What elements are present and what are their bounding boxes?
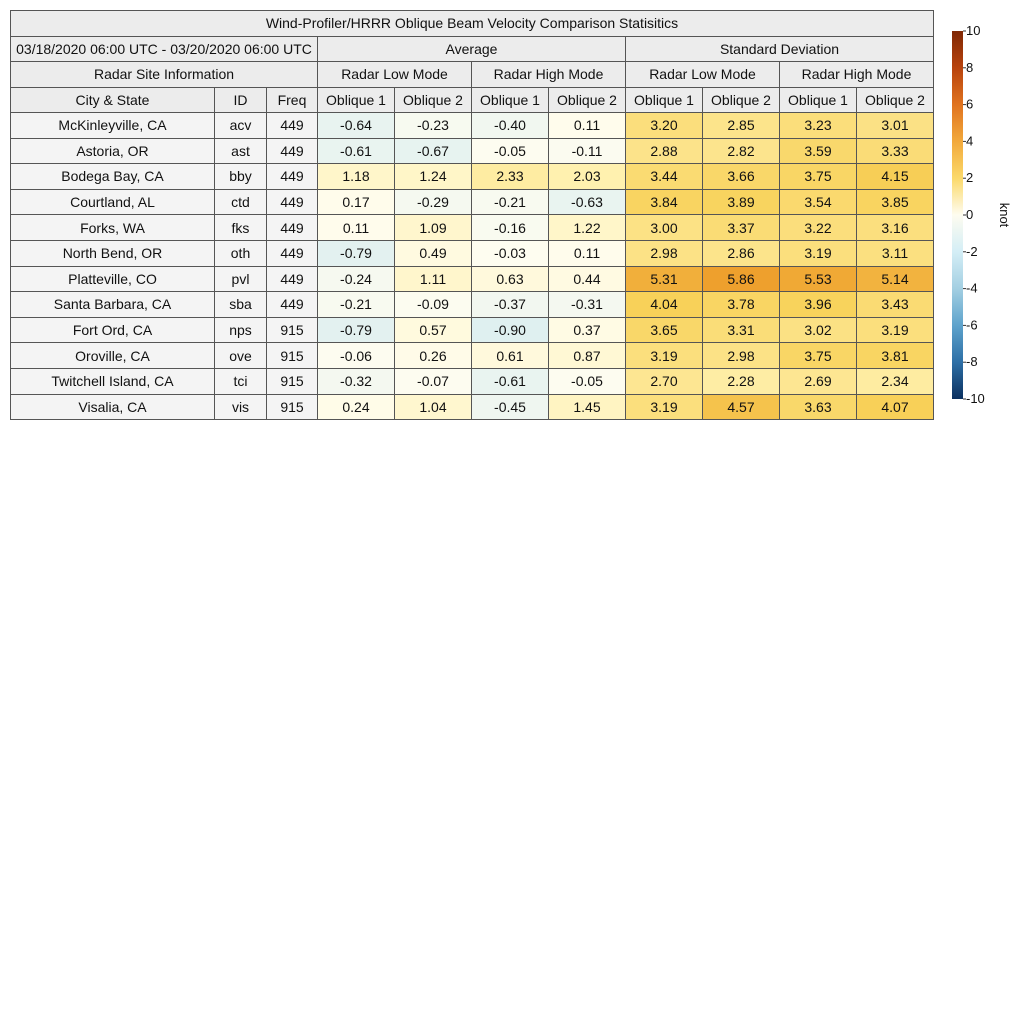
table-row [11,343,934,369]
std-value-cell: 3.81 [857,343,934,369]
site-freq-cell: 449 [267,240,318,266]
average-value-cell: -0.61 [472,368,549,394]
average-value-cell: -0.24 [318,266,395,292]
colorbar-tick-label: 10 [966,25,981,38]
site-freq-cell: 449 [267,138,318,164]
std-value-cell: 3.54 [780,189,857,215]
table-row [11,266,934,292]
average-value-cell: -0.09 [395,292,472,318]
std-value-cell: 3.66 [703,164,780,190]
colorbar-tick-label: 0 [966,207,974,222]
colorbar-tick-label: 6 [966,96,974,112]
std-value-cell: 2.28 [703,368,780,394]
average-value-cell: 0.63 [472,266,549,292]
site-city-cell: Platteville, CO [11,266,215,292]
average-value-cell: 0.44 [549,266,626,292]
average-value-cell: -0.40 [472,113,549,139]
std-value-cell: 3.19 [626,394,703,420]
average-value-cell: -0.31 [549,292,626,318]
std-value-cell: 5.14 [857,266,934,292]
std-value-cell: 4.04 [626,292,703,318]
average-value-cell: -0.05 [549,368,626,394]
std-value-cell: 3.23 [780,113,857,139]
average-value-cell: -0.21 [472,189,549,215]
site-city-cell: McKinleyville, CA [11,113,215,139]
std-value-cell: 3.20 [626,113,703,139]
table-row [11,394,934,420]
std-high-mode-header: Radar High Mode [780,62,934,88]
std-value-cell: 3.59 [780,138,857,164]
std-value-cell: 2.69 [780,368,857,394]
site-id-cell: acv [215,113,267,139]
std-value-cell: 5.53 [780,266,857,292]
table-row [11,113,934,139]
average-value-cell: 0.24 [318,394,395,420]
avg-low-mode-header: Radar Low Mode [318,62,472,88]
std-value-cell: 2.82 [703,138,780,164]
site-freq-cell: 915 [267,394,318,420]
average-value-cell: 1.04 [395,394,472,420]
std-value-cell: 3.75 [780,343,857,369]
oblique1-column-header: Oblique 1 [318,87,395,113]
table-row [11,292,934,318]
std-value-cell: 3.43 [857,292,934,318]
colorbar-tick-label: 4 [966,133,974,149]
std-group-header: Standard Deviation [626,36,934,62]
site-city-cell: Astoria, OR [11,138,215,164]
table-row [11,368,934,394]
average-value-cell: 0.26 [395,343,472,369]
average-value-cell: 0.11 [318,215,395,241]
site-freq-cell: 449 [267,113,318,139]
oblique1-column-header: Oblique 1 [626,87,703,113]
average-value-cell: 1.45 [549,394,626,420]
std-value-cell: 3.19 [857,317,934,343]
colorbar-tick-label: -4 [966,280,978,296]
colorbar [945,25,1015,415]
average-value-cell: -0.29 [395,189,472,215]
colorbar-tick-label: -2 [966,243,978,259]
site-id-cell: nps [215,317,267,343]
site-city-cell: Visalia, CA [11,394,215,420]
std-value-cell: 3.00 [626,215,703,241]
average-value-cell: -0.05 [472,138,549,164]
colorbar-tick-label: -6 [966,317,978,333]
std-value-cell: 4.57 [703,394,780,420]
average-value-cell: 0.61 [472,343,549,369]
std-value-cell: 3.19 [626,343,703,369]
average-value-cell: 1.18 [318,164,395,190]
std-value-cell: 3.63 [780,394,857,420]
colorbar-tick-label: 8 [966,59,974,75]
avg-high-mode-header: Radar High Mode [472,62,626,88]
std-value-cell: 3.02 [780,317,857,343]
std-value-cell: 2.98 [703,343,780,369]
colorbar-unit-label: knot [997,202,1012,228]
average-value-cell: -0.32 [318,368,395,394]
std-value-cell: 4.15 [857,164,934,190]
site-id-cell: bby [215,164,267,190]
average-value-cell: -0.79 [318,317,395,343]
table-row [11,240,934,266]
site-freq-cell: 449 [267,215,318,241]
average-value-cell: -0.21 [318,292,395,318]
site-city-cell: North Bend, OR [11,240,215,266]
average-value-cell: 0.49 [395,240,472,266]
average-value-cell: -0.61 [318,138,395,164]
site-id-cell: pvl [215,266,267,292]
std-value-cell: 3.78 [703,292,780,318]
std-value-cell: 3.19 [780,240,857,266]
site-city-cell: Twitchell Island, CA [11,368,215,394]
average-value-cell: -0.90 [472,317,549,343]
std-value-cell: 2.34 [857,368,934,394]
oblique2-column-header: Oblique 2 [549,87,626,113]
average-value-cell: -0.07 [395,368,472,394]
average-value-cell: 0.57 [395,317,472,343]
oblique2-column-header: Oblique 2 [857,87,934,113]
average-value-cell: -0.45 [472,394,549,420]
colorbar-tick-label: -8 [966,354,978,370]
site-freq-cell: 915 [267,368,318,394]
std-value-cell: 3.31 [703,317,780,343]
average-value-cell: -0.37 [472,292,549,318]
average-group-header: Average [318,36,626,62]
average-value-cell: -0.79 [318,240,395,266]
std-value-cell: 2.98 [626,240,703,266]
std-value-cell: 3.44 [626,164,703,190]
comparison-table [10,10,934,420]
std-value-cell: 5.86 [703,266,780,292]
site-id-cell: sba [215,292,267,318]
std-value-cell: 3.89 [703,189,780,215]
oblique2-column-header: Oblique 2 [395,87,472,113]
average-value-cell: -0.06 [318,343,395,369]
average-value-cell: 0.17 [318,189,395,215]
colorbar-gradient [952,31,963,399]
average-value-cell: 2.03 [549,164,626,190]
average-value-cell: -0.67 [395,138,472,164]
average-value-cell: -0.11 [549,138,626,164]
site-city-cell: Oroville, CA [11,343,215,369]
average-value-cell: 0.11 [549,240,626,266]
std-value-cell: 2.70 [626,368,703,394]
std-value-cell: 3.85 [857,189,934,215]
oblique1-column-header: Oblique 1 [780,87,857,113]
average-value-cell: -0.63 [549,189,626,215]
average-value-cell: 0.87 [549,343,626,369]
site-id-cell: ast [215,138,267,164]
site-info-header: Radar Site Information [11,62,318,88]
std-value-cell: 3.33 [857,138,934,164]
site-freq-cell: 449 [267,292,318,318]
std-value-cell: 3.01 [857,113,934,139]
site-id-cell: fks [215,215,267,241]
site-city-cell: Santa Barbara, CA [11,292,215,318]
std-value-cell: 3.16 [857,215,934,241]
average-value-cell: -0.23 [395,113,472,139]
std-value-cell: 3.37 [703,215,780,241]
average-value-cell: -0.16 [472,215,549,241]
std-value-cell: 2.86 [703,240,780,266]
average-value-cell: 1.11 [395,266,472,292]
colorbar-tick-label: 2 [966,170,974,186]
average-value-cell: 2.33 [472,164,549,190]
table-row [11,189,934,215]
table-row [11,317,934,343]
table-row [11,164,934,190]
site-freq-cell: 449 [267,164,318,190]
table-row [11,138,934,164]
site-city-cell: Bodega Bay, CA [11,164,215,190]
site-id-cell: oth [215,240,267,266]
std-value-cell: 3.84 [626,189,703,215]
oblique1-column-header: Oblique 1 [472,87,549,113]
average-value-cell: 1.22 [549,215,626,241]
city-column-header: City & State [11,87,215,113]
site-city-cell: Fort Ord, CA [11,317,215,343]
std-value-cell: 3.65 [626,317,703,343]
date-range: 03/18/2020 06:00 UTC - 03/20/2020 06:00 UTC [11,36,318,62]
average-value-cell: 0.37 [549,317,626,343]
site-city-cell: Courtland, AL [11,189,215,215]
std-value-cell: 2.85 [703,113,780,139]
site-freq-cell: 449 [267,266,318,292]
site-freq-cell: 449 [267,189,318,215]
std-value-cell: 3.75 [780,164,857,190]
site-city-cell: Forks, WA [11,215,215,241]
average-value-cell: 0.11 [549,113,626,139]
site-id-cell: ctd [215,189,267,215]
std-value-cell: 4.07 [857,394,934,420]
oblique2-column-header: Oblique 2 [703,87,780,113]
site-id-cell: vis [215,394,267,420]
site-freq-cell: 915 [267,343,318,369]
average-value-cell: -0.64 [318,113,395,139]
std-value-cell: 2.88 [626,138,703,164]
table-row [11,215,934,241]
average-value-cell: 1.09 [395,215,472,241]
colorbar-tick-label: -10 [966,391,985,406]
std-low-mode-header: Radar Low Mode [626,62,780,88]
freq-column-header: Freq [267,87,318,113]
average-value-cell: -0.03 [472,240,549,266]
std-value-cell: 3.22 [780,215,857,241]
id-column-header: ID [215,87,267,113]
site-freq-cell: 915 [267,317,318,343]
site-id-cell: tci [215,368,267,394]
std-value-cell: 3.11 [857,240,934,266]
table-title: Wind-Profiler/HRRR Oblique Beam Velocity Comparison Statisitics [11,11,934,37]
site-id-cell: ove [215,343,267,369]
std-value-cell: 3.96 [780,292,857,318]
average-value-cell: 1.24 [395,164,472,190]
std-value-cell: 5.31 [626,266,703,292]
